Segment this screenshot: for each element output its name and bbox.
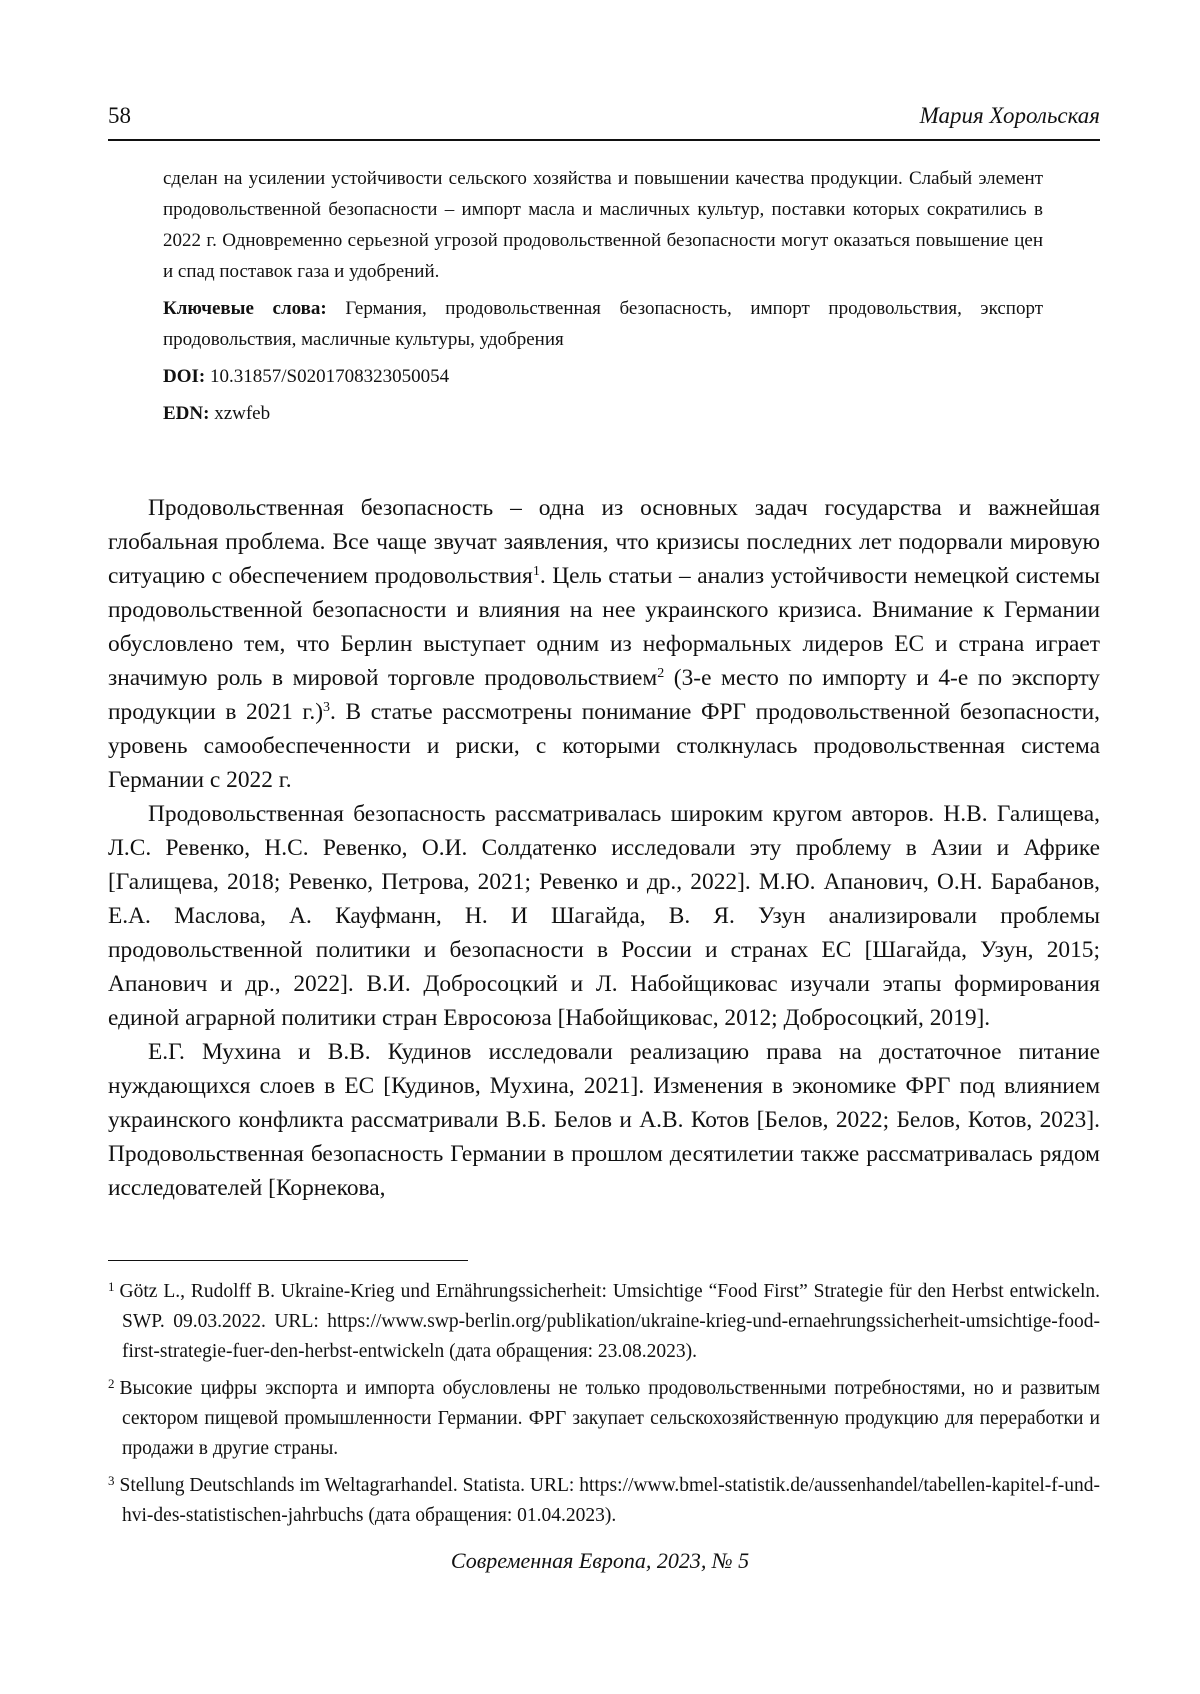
- abstract-block: [163, 163, 1043, 429]
- article-body: [108, 491, 1100, 1205]
- footnote-text-2: Высокие цифры экспорта и импорта обусловлены не только продовольственными потребностями, но и развитым сектором пищевой промышленности Германии. ФРГ закупает сельскохозяйственную продукцию для переработки и продажи в другие страны.: [119, 1378, 1100, 1459]
- body-p1-part-a: Продовольственная безопасность – одна из основных задач государства и важнейшая глобальная проблема. Все чаще звучат заявления, что кризисы последних лет подорвали мировую ситуацию с обеспечением продовольствия: [108, 495, 1100, 589]
- body-p1-part-d: . В статье рассмотрены понимание ФРГ продовольственной безопасности, уровень самообеспеченности и риски, с которыми столкнулась продовольственная система Германии с 2022 г.: [108, 699, 1100, 793]
- abstract-text: сделан на усилении устойчивости сельского хозяйства и повышении качества продукции. Слабый элемент продовольственной безопасности – импорт масла и масличных культур, поставки которых сократились в 2022 г. Одновременно серьезной угрозой продовольственной безопасности могут оказаться повышение цен и спад поставок газа и удобрений.: [163, 168, 1043, 282]
- footnote-mark-1: 1: [108, 1279, 115, 1294]
- doi-label: DOI:: [163, 366, 206, 387]
- footnote-ref-3[interactable]: 3: [323, 700, 331, 715]
- doi-value: 10.31857/S0201708323050054: [209, 366, 450, 387]
- keywords-value: Германия, продовольственная безопасность, импорт продовольствия, экспорт продовольствия, масличные культуры, удобрения: [163, 298, 1043, 350]
- footnotes: [108, 1272, 1100, 1533]
- body-paragraph-1: [108, 491, 1100, 797]
- footnote-ref-1[interactable]: 1: [532, 564, 540, 579]
- footnote-2: [108, 1369, 1100, 1464]
- page-header: [108, 103, 1100, 141]
- footnote-mark-2: 2: [108, 1376, 115, 1391]
- footnote-divider: [108, 1260, 468, 1261]
- keywords-line: [163, 293, 1043, 355]
- body-p1-part-b: . Цель статьи – анализ устойчивости немецкой системы продовольственной безопасности и влияния на нее украинского кризиса. Внимание к Германии обусловлено тем, что Берлин выступает одним из неформальных лидеров ЕС и страна играет значимую роль в мировой торговле продовольствием: [108, 563, 1100, 691]
- body-paragraph-3: Е.Г. Мухина и В.В. Кудинов исследовали реализацию права на достаточное питание нуждающихся слоев в ЕС [Кудинов, Мухина, 2021]. Изменения в экономике ФРГ под влиянием украинского конфликта рассматривали В.Б. Белов и А.В. Котов [Белов, 2022; Белов, Котов, 2023]. Продовольственная безопасность Германии в прошлом десятилетии также рассматривалась рядом исследователей [Корнекова,: [108, 1039, 1100, 1201]
- footnote-text-3: Stellung Deutschlands im Weltagrarhandel. Statista. URL: https://www.bmel-statistik.de/aussenhandel/tabellen-kapitel-f-und-hvi-des-statistischen-jahrbuchs (дата обращения: 01.04.2023).: [119, 1475, 1100, 1526]
- keywords-label: Ключевые слова:: [163, 298, 327, 319]
- page-number: 58: [108, 103, 131, 128]
- footnote-ref-2[interactable]: 2: [657, 666, 665, 681]
- body-p1-part-c: (3-е место по импорту и 4-е по экспорту продукции в 2021 г.): [108, 665, 1100, 725]
- doi-line: [163, 361, 1043, 392]
- running-title: Мария Хорольская: [919, 103, 1100, 128]
- footnote-mark-3: 3: [108, 1473, 115, 1488]
- edn-label: EDN:: [163, 403, 210, 424]
- footnote-1: [108, 1272, 1100, 1367]
- body-paragraph-2: Продовольственная безопасность рассматривалась широким кругом авторов. Н.В. Галищева, Л.С. Ревенко, Н.С. Ревенко, О.И. Солдатенко исследовали эту проблему в Азии и Африке [Галищева, 2018; Ревенко, Петрова, 2021; Ревенко и др., 2022]. М.Ю. Апанович, О.Н. Барабанов, Е.А. Маслова, А. Кауфманн, Н. И Шагайда, В. Я. Узун анализировали проблемы продовольственной политики и безопасности в России и странах ЕС [Шагайда, Узун, 2015; Апанович и др., 2022]. В.И. Добросоцкий и Л. Набойщиковас изучали этапы формирования единой аграрной политики стран Евросоюза [Набойщиковас, 2012; Добросоцкий, 2019].: [108, 801, 1100, 1031]
- edn-value: xzwfeb: [214, 403, 271, 424]
- journal-footer: Современная Европа, 2023, № 5: [450, 1548, 750, 1573]
- footnote-3: [108, 1466, 1100, 1531]
- footnote-text-1: Götz L., Rudolff B. Ukraine-Krieg und Ernährungssicherheit: Umsichtige “Food First” Strategie für den Herbst entwickeln. SWP. 09.03.2022. URL: https://www.swp-berlin.org/publikation/ukraine-krieg-und-ernaehrungssicherheit-umsichtige-food-first-strategie-fuer-den-herbst-entwickeln (дата обращения: 23.08.2023).: [119, 1281, 1100, 1362]
- edn-line: [163, 398, 1043, 429]
